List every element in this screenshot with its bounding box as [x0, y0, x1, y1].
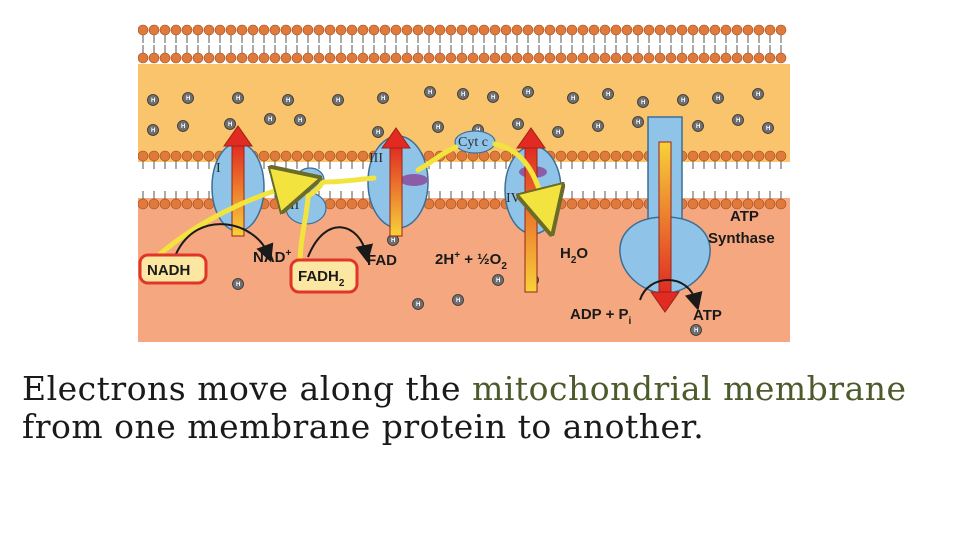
svg-text:H: H [416, 302, 421, 308]
svg-text:H: H [756, 92, 761, 98]
nadh-label [140, 255, 206, 283]
atp-synthase-label-1: ATP [730, 208, 759, 225]
fad-label: FAD [367, 252, 397, 269]
svg-text:II: II [290, 198, 300, 213]
caption-text [22, 370, 942, 446]
svg-text:I: I [216, 161, 221, 176]
svg-text:H: H [456, 298, 461, 304]
svg-text:H: H [376, 130, 381, 136]
svg-text:H: H [716, 96, 721, 102]
svg-text:H: H [151, 98, 156, 104]
caption-part-2: from one membrane protein to another. [22, 407, 705, 446]
atp-synthase-label-2: Synthase [708, 230, 775, 247]
svg-text:H: H [181, 124, 186, 130]
svg-text:H: H [606, 92, 611, 98]
nad-plus-label: NAD+ [253, 248, 292, 266]
svg-text:H: H [571, 96, 576, 102]
svg-text:H: H [236, 282, 241, 288]
svg-text:H: H [236, 96, 241, 102]
water-label: $H_2O$ [560, 245, 589, 266]
atp-label: ATP [693, 307, 722, 324]
svg-text:H: H [496, 278, 501, 284]
svg-text:FADH2: $FADH_2$ [298, 268, 345, 289]
svg-text:III: III [369, 151, 383, 166]
svg-text:H: H [526, 90, 531, 96]
svg-text:H: H [186, 96, 191, 102]
fadh2-label [291, 260, 357, 292]
svg-text:Cyt c: Cyt c [458, 135, 488, 150]
svg-text:H: H [428, 90, 433, 96]
svg-text:H: H [596, 124, 601, 130]
svg-text:Q: Q [303, 174, 314, 189]
svg-text:H: H [298, 118, 303, 124]
svg-text:H: H [641, 100, 646, 106]
svg-text:H: H [381, 96, 386, 102]
svg-text:H: H [151, 128, 156, 134]
svg-text:H: H [681, 98, 686, 104]
svg-text:H: H [766, 126, 771, 132]
svg-text:H: H [516, 122, 521, 128]
svg-text:H: H [696, 124, 701, 130]
electron-transport-chain-diagram [138, 22, 790, 342]
svg-text:H: H [268, 117, 273, 123]
svg-text:IV: IV [506, 191, 521, 206]
svg-text:H: H [391, 238, 396, 244]
oxygen-equation: $2H^+ + \frac{1}{2}O_2$ [435, 250, 507, 272]
svg-text:NADH: NADH [147, 262, 191, 279]
svg-text:H: H [636, 120, 641, 126]
adp-pi-label: ADP + $P_i$ [570, 306, 632, 327]
svg-text:H: H [461, 92, 466, 98]
svg-text:H: H [286, 98, 291, 104]
caption-highlight: mitochondrial membrane [472, 369, 907, 408]
cytochrome-c [455, 131, 495, 153]
caption-part-1: Electrons move along the [22, 369, 473, 408]
svg-text:H: H [736, 118, 741, 124]
svg-text:H: H [694, 328, 699, 334]
svg-text:H: H [436, 125, 441, 131]
svg-text:H: H [336, 98, 341, 104]
svg-text:H: H [228, 122, 233, 128]
svg-text:H: H [491, 95, 496, 101]
svg-text:H: H [556, 130, 561, 136]
